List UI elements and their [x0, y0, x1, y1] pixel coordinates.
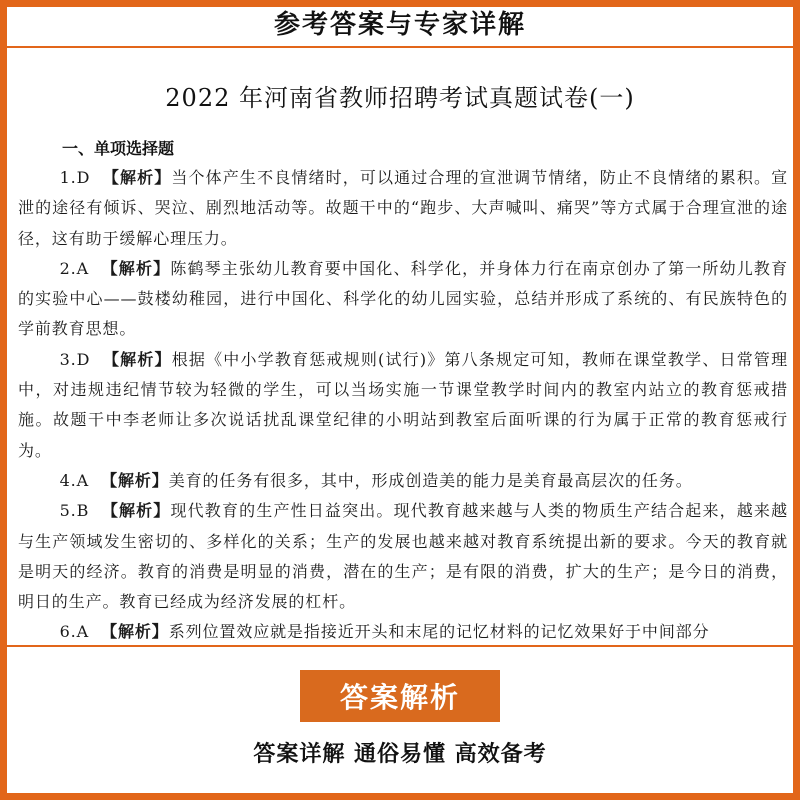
analysis-tag: 【解析】 — [102, 168, 172, 187]
answer-item — [18, 254, 788, 345]
answer-text: 陈鹤琴主张幼儿教育要中国化、科学化，并身体力行在南京创办了第一所幼儿教育的实验中心——鼓楼幼稚园，进行中国化、科学化的幼儿园实验，总结并形成了系统的、有民族特色的学前教育思想。 — [18, 258, 788, 339]
answer-item — [18, 466, 788, 496]
footer-area — [0, 645, 800, 800]
answer-text: 系列位置效应就是指接近开头和末尾的记忆材料的记忆效果好于中间部分 — [168, 622, 710, 642]
analysis-tag: 【解析】 — [102, 349, 172, 369]
answer-item — [18, 617, 788, 643]
analysis-tag: 【解析】 — [101, 501, 171, 521]
answer-text: 美育的任务有很多，其中，形成创造美的能力是美育最高层次的任务。 — [168, 470, 693, 490]
analysis-tag: 【解析】 — [101, 622, 169, 642]
answer-number: 3.D — [59, 349, 91, 369]
answer-text: 根据《中小学教育惩戒规则(试行)》第八条规定可知，教师在课堂教学、日常管理中，对违规违纪情节较为轻微的学生，可以当场实施一节课堂教学时间内的教室内站立的教育惩戒措施。故题干中李老师让多次说话扰乱课堂纪律的小明站到教室后面听课的行为属于正常的教育惩戒行为。 — [18, 349, 788, 460]
answer-analysis-badge — [300, 670, 500, 722]
answer-list — [18, 163, 788, 643]
banner-title: 参考答案与专家详解 — [273, 10, 526, 40]
section-heading: 一、单项选择题 — [62, 139, 175, 158]
answer-text: 现代教育的生产性日益突出。现代教育越来越与人类的物质生产结合起来，越来越与生产领域发生密切的、多样化的关系；生产的发展也越来越对教育系统提出新的要求。今天的教育就是明天的经济。教育的消费是明显的消费，潜在的生产；是有限的消费，扩大的生产；是今日的消费，明日的生产。教育已经成为经济发展的杠杆。 — [18, 501, 788, 612]
badge-label: 答案解析 — [339, 681, 460, 714]
footer-tagline: 答案详解 通俗易懂 高效备考 — [253, 742, 547, 767]
answer-number: 6.A — [59, 622, 90, 642]
answer-number: 1.D — [59, 168, 91, 187]
answer-number: 2.A — [59, 258, 90, 278]
bottom-divider — [7, 645, 793, 647]
top-divider — [7, 46, 793, 48]
document-title: 2022 年河南省教师招聘考试真题试卷(一) — [165, 84, 635, 112]
answer-item — [18, 496, 788, 617]
answer-item — [18, 345, 788, 466]
answer-number: 4.A — [59, 470, 90, 490]
analysis-tag: 【解析】 — [101, 470, 169, 490]
top-banner — [0, 0, 800, 48]
answer-number: 5.B — [59, 501, 90, 521]
analysis-tag: 【解析】 — [101, 258, 171, 278]
answer-text: 当个体产生不良情绪时，可以通过合理的宣泄调节情绪，防止不良情绪的累积。宣泄的途径有倾诉、哭泣、剧烈地活动等。故题干中的“跑步、大声喊叫、痛哭”等方式属于合理宣泄的途径，这有助于缓解心理压力。 — [18, 168, 788, 248]
answer-item — [18, 163, 788, 254]
